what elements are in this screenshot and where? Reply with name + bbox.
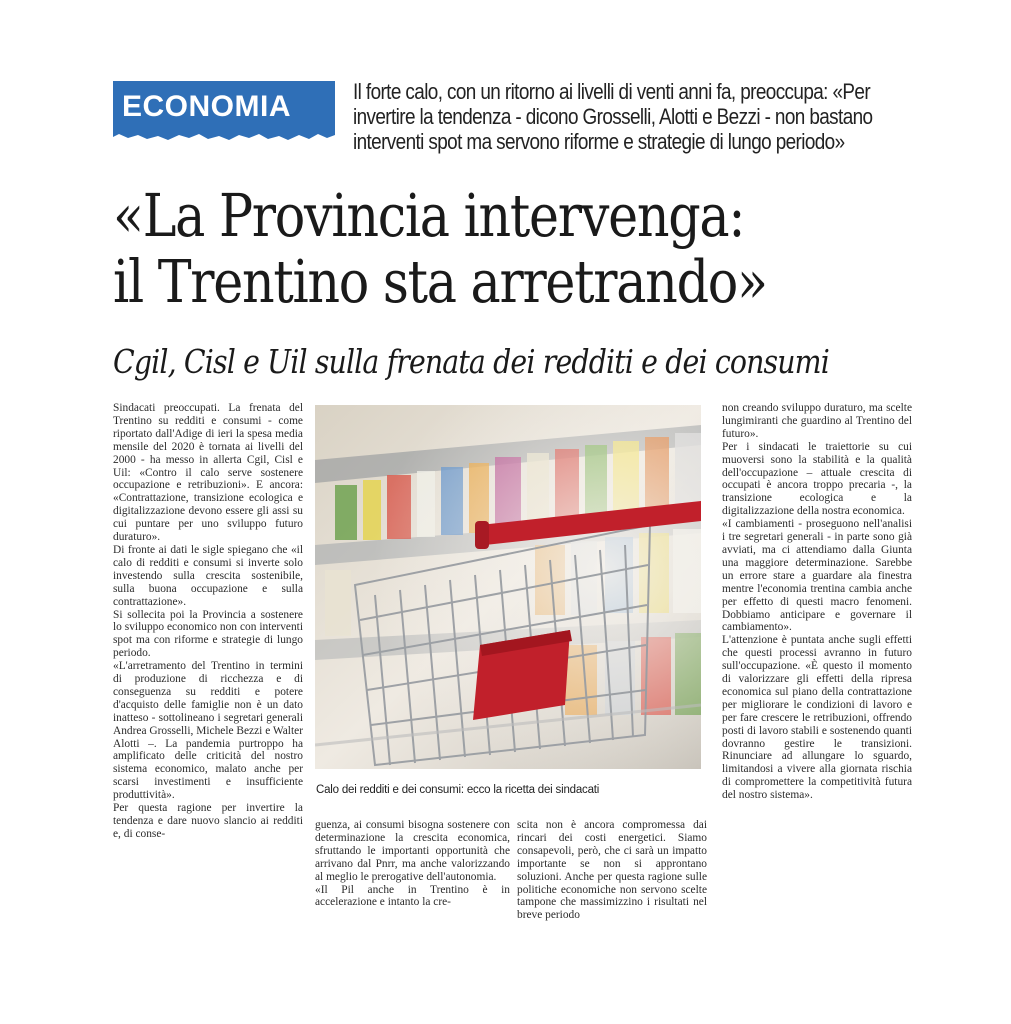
article-column-2 xyxy=(315,819,510,909)
kicker xyxy=(353,79,873,154)
headline-line: il Trentino sta arretrando» xyxy=(113,247,767,316)
article-column-4 xyxy=(722,402,912,802)
paragraph: scita non è ancora compromessa dai rincari dei costi energetici. Siamo consapevoli, però, che ci sarà un impatto importante se non si approntano soluzioni. Anche per questa ragione sulle politiche economiche non servono scelte tampone che massimizzino i risultati nel breve periodo xyxy=(517,819,707,922)
paragraph: Si sollecita poi la Provincia a sostenere lo sviluppo economico non con interventi spot ma con riforme e strategie di lungo periodo. xyxy=(113,608,303,660)
paragraph: «I cambiamenti - proseguono nell'analisi i tre segretari generali - in parte sono già avviati, ma ci attendiamo dalla Giunta una maggiore determinazione. Sarebbe un errore stare a guardare ala finestra mentre l'economia trentina cambia anche per effetto di questi macro fenomeni. Dobbiamo anticipare e governare il cambiamento». xyxy=(722,518,912,634)
article-column-1 xyxy=(113,402,303,841)
article-column-3 xyxy=(517,819,707,922)
paragraph: «L'arretramento del Trentino in termini di produzione di ricchezza e di conseguenza su redditi e potere d'acquisto delle famiglie non è un dato inatteso - sottolineano i segretari generali Andrea Grosselli, Michele Bezzi e Walter Alotti –. La pandemia purtroppo ha amplificato delle criticità del nostro sistema economico, malato anche per scarsi investimenti e insufficiente produttività». xyxy=(113,660,303,802)
shopping-cart-photo xyxy=(315,405,701,769)
paragraph: «Il Pil anche in Trentino è in accelerazione e intanto la cre- xyxy=(315,883,510,909)
section-tag-label: ECONOMIA xyxy=(122,90,291,123)
paragraph: Di fronte ai dati le sigle spiegano che «il calo di redditi e consumi si inverte solo investendo sulla crescita sostenibile, sulla buona occupazione e sulla contrattazione». xyxy=(113,543,303,608)
torn-edge xyxy=(113,130,335,142)
paragraph: Per i sindacati le traiettorie su cui muoversi sono la stabilità e la qualità dell'occupazione – attuale crescita di occupati è ancora troppo precaria -, la transizione ecologica e la digitalizzazione della nostra economica. xyxy=(722,440,912,518)
article-photo xyxy=(315,405,701,769)
headline xyxy=(113,181,767,316)
paragraph: L'attenzione è puntata anche sugli effetti che questi processi avranno in futuro sull'occupazione. «È questo il momento di valorizzare gli effetti della ripresa economica sul piano della contrattazione per migliorare le condizioni di lavoro e per fare crescere le retribuzioni, offrendo posti di lavoro stabili e sostenendo quanti dovranno gestire le transizioni. Rinunciare ad allungare lo sguardo, limitandosi a vivere alla giornata rischia di compromettere la competitività futura del nostro sistema». xyxy=(722,634,912,802)
paragraph: Sindacati preoccupati. La frenata del Trentino su redditi e consumi - come riportato dall'Adige di ieri la spesa media mensile del 2020 è tornata ai livelli del 2000 - ha messo in allerta Cgil, Cisl e Uil: «Contro il calo serve sostenere occupazione e retribuzioni». E ancora: «Contrattazione, transizione ecologica e digitalizzazione devono essere gli assi su cui puntare per uno sviluppo futuro duraturo». xyxy=(113,402,303,544)
subheadline: Cgil, Cisl e Uil sulla frenata dei redditi e dei consumi xyxy=(113,342,829,381)
paragraph: non creando sviluppo duraturo, ma scelte lungimiranti che guardino al Trentino del futuro». xyxy=(722,402,912,440)
kicker-line: Il forte calo, con un ritorno ai livelli di venti anni fa, preoccupa: «Per xyxy=(353,79,871,104)
kicker-line: invertire la tendenza - dicono Grosselli, Alotti e Bezzi - non bastano xyxy=(353,104,873,129)
headline-line: «La Provincia intervenga: xyxy=(113,181,745,250)
photo-caption: Calo dei redditi e dei consumi: ecco la ricetta dei sindacati xyxy=(316,784,600,796)
paragraph: guenza, ai consumi bisogna sostenere con determinazione la crescita economica, sfruttando le importanti opportunità che arrivano dal Pnrr, ma anche valorizzando al meglio le prerogative dell'autonomia. xyxy=(315,819,510,883)
kicker-line: interventi spot ma servono riforme e strategie di lungo periodo» xyxy=(353,129,845,154)
paragraph: Per questa ragione per invertire la tendenza e dare nuovo slancio ai redditi e, di conse- xyxy=(113,802,303,840)
section-tag xyxy=(113,81,335,133)
